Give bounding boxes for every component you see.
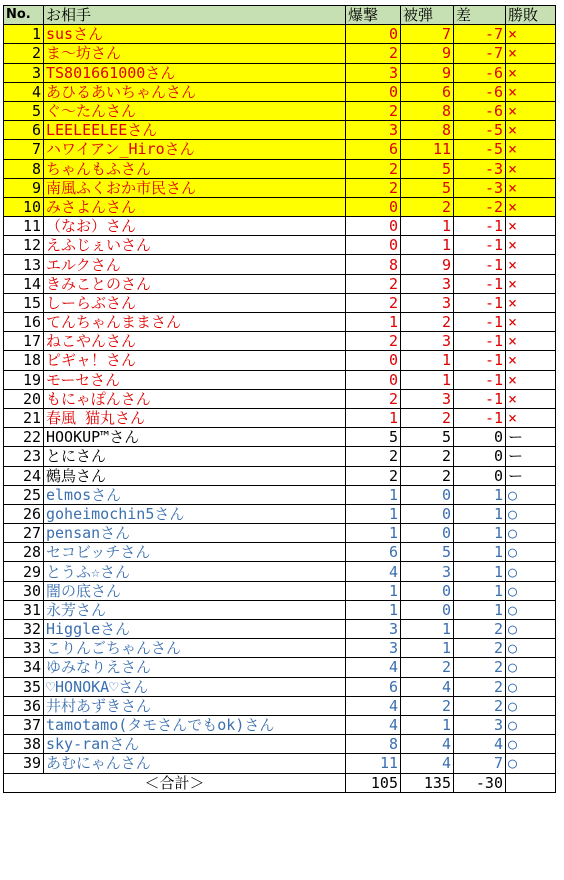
hit-by-count: 3 xyxy=(401,293,454,312)
result-mark: × xyxy=(506,293,556,312)
table-row xyxy=(4,293,556,312)
total-result-blank xyxy=(506,773,556,792)
hit-by-count: 8 xyxy=(401,121,454,140)
hit-by-count: 3 xyxy=(401,274,454,293)
hit-by-count: 1 xyxy=(401,236,454,255)
table-row xyxy=(4,351,556,370)
result-mark: × xyxy=(506,44,556,63)
result-mark: × xyxy=(506,332,556,351)
hits-count: 8 xyxy=(346,255,401,274)
hit-by-count: 0 xyxy=(401,600,454,619)
result-mark: × xyxy=(506,159,556,178)
diff-value: 3 xyxy=(454,715,506,734)
table-row xyxy=(4,236,556,255)
row-no: 28 xyxy=(4,543,44,562)
result-mark: × xyxy=(506,389,556,408)
table-row xyxy=(4,485,556,504)
result-mark: × xyxy=(506,197,556,216)
table-row xyxy=(4,140,556,159)
opponent-name: LEELEELEEさん xyxy=(44,121,346,140)
opponent-name: ♡HONOKA♡さん xyxy=(44,677,346,696)
row-no: 32 xyxy=(4,620,44,639)
opponent-name: tamotamo(タモさんでもok)さん xyxy=(44,715,346,734)
diff-value: -1 xyxy=(454,255,506,274)
result-mark: ○ xyxy=(506,696,556,715)
hits-count: 3 xyxy=(346,639,401,658)
row-no: 27 xyxy=(4,524,44,543)
total-hit-by: 135 xyxy=(401,773,454,792)
opponent-name: とにさん xyxy=(44,447,346,466)
row-no: 37 xyxy=(4,715,44,734)
opponent-name: ぐ～たんさん xyxy=(44,101,346,120)
total-label: ＜合計＞ xyxy=(4,773,346,792)
diff-value: -1 xyxy=(454,408,506,427)
table-row xyxy=(4,466,556,485)
opponent-name: HOOKUP™さん xyxy=(44,428,346,447)
result-mark: ○ xyxy=(506,504,556,523)
table-body xyxy=(4,25,556,773)
hit-by-count: 1 xyxy=(401,370,454,389)
hit-by-count: 5 xyxy=(401,428,454,447)
hit-by-count: 2 xyxy=(401,466,454,485)
row-no: 33 xyxy=(4,639,44,658)
row-no: 31 xyxy=(4,600,44,619)
result-mark: ○ xyxy=(506,562,556,581)
diff-value: -1 xyxy=(454,389,506,408)
diff-value: -5 xyxy=(454,140,506,159)
opponent-name: みさよんさん xyxy=(44,197,346,216)
hits-count: 0 xyxy=(346,370,401,389)
hit-by-count: 9 xyxy=(401,63,454,82)
table-row xyxy=(4,696,556,715)
opponent-name: goheimochin5さん xyxy=(44,504,346,523)
hit-by-count: 1 xyxy=(401,639,454,658)
header-row xyxy=(4,6,556,25)
hit-by-count: 6 xyxy=(401,82,454,101)
hits-count: 6 xyxy=(346,677,401,696)
row-no: 29 xyxy=(4,562,44,581)
table-row xyxy=(4,274,556,293)
row-no: 14 xyxy=(4,274,44,293)
diff-value: -1 xyxy=(454,370,506,389)
hit-by-count: 3 xyxy=(401,332,454,351)
opponent-name: susさん xyxy=(44,25,346,44)
hit-by-count: 0 xyxy=(401,581,454,600)
row-no: 18 xyxy=(4,351,44,370)
opponent-name: TS801661000さん xyxy=(44,63,346,82)
hits-count: 0 xyxy=(346,82,401,101)
total-diff: -30 xyxy=(454,773,506,792)
hits-count: 0 xyxy=(346,217,401,236)
table-row xyxy=(4,82,556,101)
row-no: 5 xyxy=(4,101,44,120)
table-row xyxy=(4,389,556,408)
hit-by-count: 11 xyxy=(401,140,454,159)
opponent-name: 井村あずきさん xyxy=(44,696,346,715)
opponent-name: 永芳さん xyxy=(44,600,346,619)
result-mark: ー xyxy=(506,466,556,485)
table-row xyxy=(4,428,556,447)
hit-by-count: 9 xyxy=(401,255,454,274)
table-row xyxy=(4,562,556,581)
opponent-name: ねこやんさん xyxy=(44,332,346,351)
opponent-name: 春風 猫丸さん xyxy=(44,408,346,427)
row-no: 3 xyxy=(4,63,44,82)
table-row xyxy=(4,121,556,140)
diff-value: -1 xyxy=(454,332,506,351)
result-mark: ー xyxy=(506,447,556,466)
row-no: 8 xyxy=(4,159,44,178)
hit-by-count: 4 xyxy=(401,754,454,773)
opponent-name: 闇の底さん xyxy=(44,581,346,600)
diff-value: 2 xyxy=(454,639,506,658)
diff-value: 1 xyxy=(454,543,506,562)
result-mark: × xyxy=(506,255,556,274)
diff-value: -6 xyxy=(454,101,506,120)
header-hits: 爆撃 xyxy=(346,6,401,25)
table-row xyxy=(4,197,556,216)
hits-count: 2 xyxy=(346,332,401,351)
opponent-name: とうふ☆さん xyxy=(44,562,346,581)
opponent-name: もにゃぽんさん xyxy=(44,389,346,408)
hit-by-count: 4 xyxy=(401,677,454,696)
result-mark: × xyxy=(506,236,556,255)
diff-value: -1 xyxy=(454,217,506,236)
hits-count: 2 xyxy=(346,101,401,120)
diff-value: -6 xyxy=(454,63,506,82)
hits-count: 2 xyxy=(346,159,401,178)
table-row xyxy=(4,370,556,389)
row-no: 4 xyxy=(4,82,44,101)
row-no: 16 xyxy=(4,313,44,332)
hits-count: 0 xyxy=(346,25,401,44)
hit-by-count: 2 xyxy=(401,408,454,427)
hits-count: 4 xyxy=(346,715,401,734)
table-row xyxy=(4,101,556,120)
hit-by-count: 0 xyxy=(401,524,454,543)
table-row xyxy=(4,639,556,658)
result-mark: ○ xyxy=(506,543,556,562)
header-result: 勝敗 xyxy=(506,6,556,25)
result-mark: ○ xyxy=(506,715,556,734)
opponent-name: てんちゃんままさん xyxy=(44,313,346,332)
hits-count: 1 xyxy=(346,485,401,504)
diff-value: 2 xyxy=(454,620,506,639)
diff-value: 0 xyxy=(454,447,506,466)
hits-count: 2 xyxy=(346,389,401,408)
hits-count: 4 xyxy=(346,658,401,677)
hit-by-count: 0 xyxy=(401,504,454,523)
result-mark: × xyxy=(506,82,556,101)
diff-value: 0 xyxy=(454,466,506,485)
diff-value: -6 xyxy=(454,82,506,101)
diff-value: -1 xyxy=(454,274,506,293)
hits-count: 6 xyxy=(346,140,401,159)
table-row xyxy=(4,332,556,351)
row-no: 17 xyxy=(4,332,44,351)
hit-by-count: 4 xyxy=(401,735,454,754)
hit-by-count: 1 xyxy=(401,351,454,370)
opponent-name: きみことのさん xyxy=(44,274,346,293)
table-row xyxy=(4,600,556,619)
diff-value: -7 xyxy=(454,44,506,63)
hits-count: 5 xyxy=(346,428,401,447)
hit-by-count: 8 xyxy=(401,101,454,120)
opponent-name: Higgleさん xyxy=(44,620,346,639)
table-row xyxy=(4,217,556,236)
result-mark: × xyxy=(506,351,556,370)
hits-count: 3 xyxy=(346,63,401,82)
table-row xyxy=(4,524,556,543)
diff-value: -5 xyxy=(454,121,506,140)
result-mark: ○ xyxy=(506,600,556,619)
score-table xyxy=(3,5,556,793)
diff-value: 2 xyxy=(454,696,506,715)
result-mark: × xyxy=(506,274,556,293)
opponent-name: ピギャ！さん xyxy=(44,351,346,370)
row-no: 2 xyxy=(4,44,44,63)
table-row xyxy=(4,178,556,197)
hits-count: 0 xyxy=(346,351,401,370)
hit-by-count: 1 xyxy=(401,217,454,236)
opponent-name: ハワイアン_Hiroさん xyxy=(44,140,346,159)
hit-by-count: 0 xyxy=(401,485,454,504)
row-no: 19 xyxy=(4,370,44,389)
table-row xyxy=(4,44,556,63)
table-row xyxy=(4,715,556,734)
hits-count: 4 xyxy=(346,562,401,581)
hits-count: 4 xyxy=(346,696,401,715)
opponent-name: エルクさん xyxy=(44,255,346,274)
hit-by-count: 2 xyxy=(401,447,454,466)
result-mark: ○ xyxy=(506,639,556,658)
table-row xyxy=(4,677,556,696)
row-no: 35 xyxy=(4,677,44,696)
diff-value: -3 xyxy=(454,159,506,178)
result-mark: ○ xyxy=(506,524,556,543)
hits-count: 1 xyxy=(346,504,401,523)
row-no: 12 xyxy=(4,236,44,255)
diff-value: -1 xyxy=(454,313,506,332)
opponent-name: 南風ふくおか市民さん xyxy=(44,178,346,197)
row-no: 15 xyxy=(4,293,44,312)
row-no: 7 xyxy=(4,140,44,159)
result-mark: ○ xyxy=(506,485,556,504)
table-row xyxy=(4,581,556,600)
hit-by-count: 3 xyxy=(401,389,454,408)
hit-by-count: 2 xyxy=(401,197,454,216)
hit-by-count: 1 xyxy=(401,620,454,639)
opponent-name: しーらぶさん xyxy=(44,293,346,312)
row-no: 6 xyxy=(4,121,44,140)
row-no: 21 xyxy=(4,408,44,427)
row-no: 25 xyxy=(4,485,44,504)
header-hit-by: 被弾 xyxy=(401,6,454,25)
hit-by-count: 5 xyxy=(401,159,454,178)
table-row xyxy=(4,447,556,466)
hits-count: 3 xyxy=(346,620,401,639)
opponent-name: 鵺鳥さん xyxy=(44,466,346,485)
opponent-name: sky-ranさん xyxy=(44,735,346,754)
table-row xyxy=(4,63,556,82)
result-mark: × xyxy=(506,121,556,140)
hits-count: 11 xyxy=(346,754,401,773)
total-row xyxy=(4,773,556,792)
diff-value: 2 xyxy=(454,658,506,677)
row-no: 36 xyxy=(4,696,44,715)
hit-by-count: 9 xyxy=(401,44,454,63)
row-no: 22 xyxy=(4,428,44,447)
row-no: 38 xyxy=(4,735,44,754)
result-mark: × xyxy=(506,217,556,236)
opponent-name: えふじぇいさん xyxy=(44,236,346,255)
row-no: 39 xyxy=(4,754,44,773)
diff-value: 1 xyxy=(454,504,506,523)
row-no: 30 xyxy=(4,581,44,600)
opponent-name: あひるあいちゃんさん xyxy=(44,82,346,101)
row-no: 24 xyxy=(4,466,44,485)
row-no: 23 xyxy=(4,447,44,466)
hit-by-count: 2 xyxy=(401,658,454,677)
table-row xyxy=(4,313,556,332)
opponent-name: こりんごちゃんさん xyxy=(44,639,346,658)
opponent-name: ま～坊さん xyxy=(44,44,346,63)
hits-count: 1 xyxy=(346,600,401,619)
hits-count: 2 xyxy=(346,293,401,312)
diff-value: 1 xyxy=(454,581,506,600)
diff-value: 2 xyxy=(454,677,506,696)
opponent-name: モーセさん xyxy=(44,370,346,389)
hits-count: 0 xyxy=(346,197,401,216)
table-row xyxy=(4,159,556,178)
opponent-name: あむにゃんさん xyxy=(44,754,346,773)
result-mark: × xyxy=(506,140,556,159)
hits-count: 1 xyxy=(346,581,401,600)
table-row xyxy=(4,543,556,562)
hits-count: 2 xyxy=(346,274,401,293)
result-mark: ○ xyxy=(506,735,556,754)
diff-value: 0 xyxy=(454,428,506,447)
result-mark: ○ xyxy=(506,658,556,677)
diff-value: 1 xyxy=(454,600,506,619)
result-mark: ー xyxy=(506,428,556,447)
hits-count: 3 xyxy=(346,121,401,140)
hit-by-count: 1 xyxy=(401,715,454,734)
hits-count: 8 xyxy=(346,735,401,754)
header-diff: 差 xyxy=(454,6,506,25)
row-no: 26 xyxy=(4,504,44,523)
hit-by-count: 5 xyxy=(401,178,454,197)
diff-value: 4 xyxy=(454,735,506,754)
result-mark: ○ xyxy=(506,754,556,773)
diff-value: -1 xyxy=(454,293,506,312)
total-hits: 105 xyxy=(346,773,401,792)
result-mark: × xyxy=(506,313,556,332)
header-no: No. xyxy=(4,6,44,25)
hit-by-count: 7 xyxy=(401,25,454,44)
result-mark: × xyxy=(506,63,556,82)
opponent-name: pensanさん xyxy=(44,524,346,543)
hits-count: 2 xyxy=(346,447,401,466)
hit-by-count: 2 xyxy=(401,313,454,332)
hits-count: 1 xyxy=(346,313,401,332)
opponent-name: ちゃんもふさん xyxy=(44,159,346,178)
diff-value: 1 xyxy=(454,485,506,504)
opponent-name: elmosさん xyxy=(44,485,346,504)
result-mark: × xyxy=(506,370,556,389)
table-row xyxy=(4,658,556,677)
opponent-name: セコビッチさん xyxy=(44,543,346,562)
diff-value: 1 xyxy=(454,562,506,581)
result-mark: × xyxy=(506,101,556,120)
result-mark: × xyxy=(506,178,556,197)
row-no: 11 xyxy=(4,217,44,236)
row-no: 34 xyxy=(4,658,44,677)
table-row xyxy=(4,25,556,44)
result-mark: × xyxy=(506,25,556,44)
diff-value: -3 xyxy=(454,178,506,197)
opponent-name: ゆみなりえさん xyxy=(44,658,346,677)
result-mark: × xyxy=(506,408,556,427)
header-name: お相手 xyxy=(44,6,346,25)
table-row xyxy=(4,504,556,523)
hits-count: 1 xyxy=(346,408,401,427)
row-no: 1 xyxy=(4,25,44,44)
result-mark: ○ xyxy=(506,677,556,696)
hits-count: 0 xyxy=(346,236,401,255)
row-no: 13 xyxy=(4,255,44,274)
row-no: 9 xyxy=(4,178,44,197)
row-no: 10 xyxy=(4,197,44,216)
hits-count: 2 xyxy=(346,178,401,197)
hits-count: 1 xyxy=(346,524,401,543)
hit-by-count: 2 xyxy=(401,696,454,715)
result-mark: ○ xyxy=(506,620,556,639)
diff-value: 1 xyxy=(454,524,506,543)
opponent-name: （なお）さん xyxy=(44,217,346,236)
row-no: 20 xyxy=(4,389,44,408)
table-row xyxy=(4,408,556,427)
hit-by-count: 3 xyxy=(401,562,454,581)
table-row xyxy=(4,255,556,274)
diff-value: -7 xyxy=(454,25,506,44)
hits-count: 6 xyxy=(346,543,401,562)
hits-count: 2 xyxy=(346,44,401,63)
diff-value: -1 xyxy=(454,236,506,255)
diff-value: -2 xyxy=(454,197,506,216)
result-mark: ○ xyxy=(506,581,556,600)
diff-value: 7 xyxy=(454,754,506,773)
diff-value: -1 xyxy=(454,351,506,370)
hit-by-count: 5 xyxy=(401,543,454,562)
hits-count: 2 xyxy=(346,466,401,485)
table-row xyxy=(4,754,556,773)
table-row xyxy=(4,735,556,754)
table-row xyxy=(4,620,556,639)
